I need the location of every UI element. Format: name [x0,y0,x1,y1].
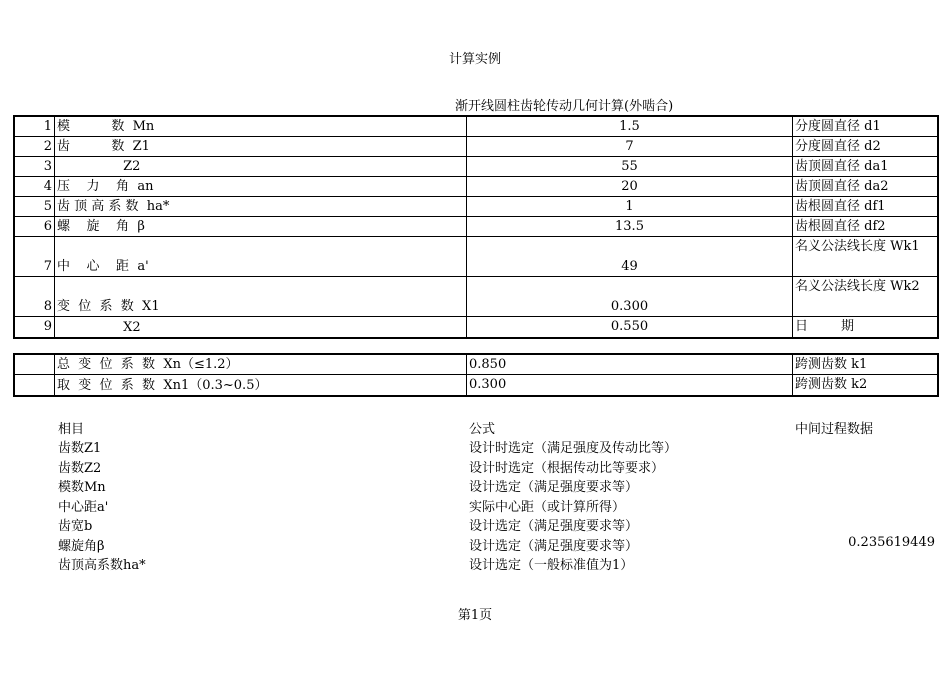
row-number [15,355,55,374]
row-number: 2 [15,137,55,156]
note-formula: 设计选定（满足强度要求等） [469,539,639,554]
note-formula: 设计选定（满足强度要求等） [469,519,639,534]
note-item: 模数Mn [58,480,106,495]
row-number: 1 [15,117,55,136]
note-item: 齿数Z1 [58,441,102,456]
row-number: 3 [15,157,55,176]
table-row [15,177,937,197]
note-formula: 设计选定（一般标准值为1） [469,558,634,573]
table-row [15,157,937,177]
row-number: 4 [15,177,55,196]
row-number [15,375,55,395]
result-label: 齿顶圆直径 da1 [795,159,889,174]
result-label: 齿根圆直径 df1 [795,199,886,214]
parameter-value[interactable]: 0.300 [467,375,793,395]
parameter-value[interactable]: 13.5 [467,217,793,236]
row-number: 8 [15,277,55,316]
row-number: 6 [15,217,55,236]
result-label: 跨测齿数 k2 [795,377,868,392]
note-formula: 实际中心距（或计算所得） [469,500,626,515]
result-label: 齿根圆直径 df2 [795,219,886,234]
row-number: 9 [15,317,55,337]
parameter-label: 中 心 距 a' [55,237,467,276]
note-item: 中心距a' [58,500,109,515]
parameter-table [13,115,939,339]
result-label: 分度圆直径 d1 [795,119,881,134]
row-number: 7 [15,237,55,276]
result-label: 齿顶圆直径 da2 [795,179,889,194]
parameter-value[interactable]: 0.850 [467,355,793,374]
note-item: 齿数Z2 [58,461,102,476]
result-label: 名义公法线长度 Wk2 [795,279,920,294]
parameter-label: X2 [55,317,467,337]
note-formula: 设计时选定（满足强度及传动比等） [469,441,678,456]
table-row [15,217,937,237]
table-row [15,197,937,217]
parameter-label: 齿 顶 高 系 数 ha* [55,197,467,216]
table-row [15,355,937,375]
parameter-value[interactable]: 7 [467,137,793,156]
table-row [15,117,937,137]
result-label: 跨测齿数 k1 [795,357,868,372]
parameter-value[interactable]: 0.300 [467,277,793,316]
parameter-label: 取 变 位 系 数 Xn1（0.3~0.5） [55,375,467,395]
note-formula: 设计时选定（根据传动比等要求） [469,461,665,476]
parameter-label: 模 数 Mn [55,117,467,136]
parameter-label: 总 变 位 系 数 Xn（≤1.2） [55,355,467,374]
notes-header-item: 相目 [58,422,85,437]
parameter-label: Z2 [55,157,467,176]
parameter-value[interactable]: 0.550 [467,317,793,337]
page-number: 第1页 [457,608,493,623]
table-row [15,317,937,337]
notes-header-formula: 公式 [469,422,496,437]
parameter-value[interactable]: 1.5 [467,117,793,136]
parameter-value[interactable]: 1 [467,197,793,216]
table-title: 渐开线圆柱齿轮传动几何计算(外啮合) [455,99,674,114]
result-label: 日 期 [795,319,855,334]
result-label: 分度圆直径 d2 [795,139,881,154]
shift-coefficient-table [13,353,939,397]
row-number: 5 [15,197,55,216]
table-row [15,375,937,395]
parameter-value[interactable]: 20 [467,177,793,196]
notes-header-data: 中间过程数据 [795,422,874,437]
table-row [15,277,937,317]
parameter-label: 齿 数 Z1 [55,137,467,156]
result-label: 名义公法线长度 Wk1 [795,239,920,254]
parameter-value[interactable]: 49 [467,237,793,276]
parameter-value[interactable]: 55 [467,157,793,176]
table-row [15,237,937,277]
note-formula: 设计选定（满足强度要求等） [469,480,639,495]
page-title: 计算实例 [448,52,501,67]
parameter-label: 压 力 角 an [55,177,467,196]
parameter-label: 螺 旋 角 β [55,217,467,236]
table-row [15,137,937,157]
note-item: 齿宽b [58,519,93,534]
note-item: 齿顶高系数ha* [58,558,146,573]
note-data: 0.235619449 [848,535,935,550]
note-item: 螺旋角β [58,539,105,554]
parameter-label: 变 位 系 数 X1 [55,277,467,316]
